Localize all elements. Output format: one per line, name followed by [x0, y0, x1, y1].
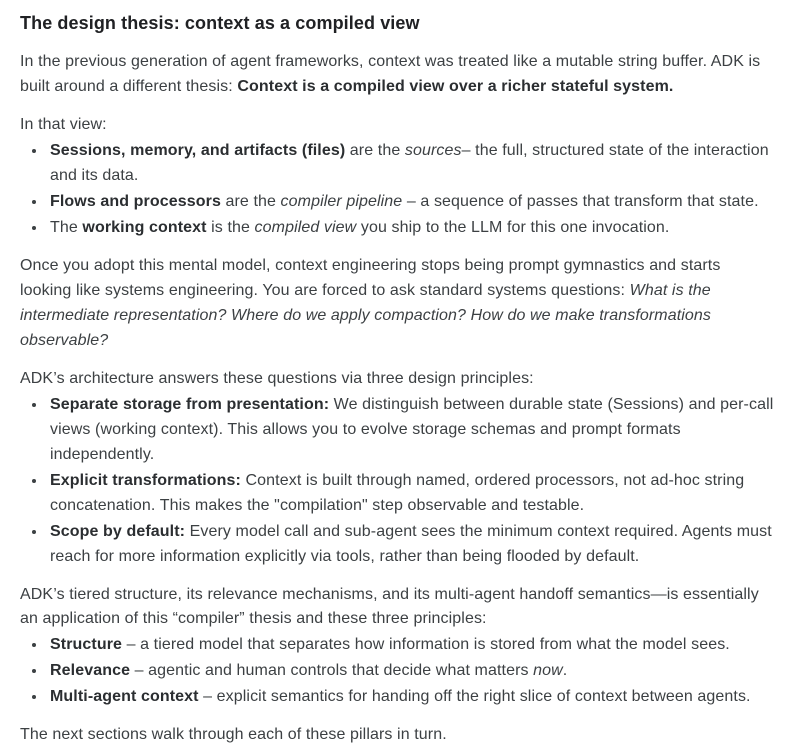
- text-span: Context is built through named, ordered processors, not ad-hoc string concatenation. This makes the "compilation" step observable and testable.: [50, 471, 745, 514]
- list-item: [47, 685, 776, 710]
- text-span: .: [562, 662, 568, 680]
- list-item: [47, 190, 776, 215]
- text-span: sources: [404, 142, 462, 160]
- text-span: Sessions, memory, and artifacts (files): [50, 142, 346, 160]
- text-span: compiled view: [254, 219, 357, 237]
- text-span: In that view:: [20, 116, 107, 134]
- text-span: Flows and processors: [50, 193, 221, 211]
- text-span: Context is a compiled view over a richer stateful system.: [237, 78, 674, 96]
- text-span: What is the intermediate representation? Where do we apply compaction? How do we make transformations observable?: [20, 282, 712, 349]
- paragraph: [20, 367, 776, 392]
- document-body: [20, 50, 776, 748]
- text-span: Multi-agent context: [50, 688, 199, 706]
- list-item: [47, 469, 776, 519]
- text-span: The next sections walk through each of these pillars in turn.: [20, 726, 447, 744]
- text-span: working context: [82, 219, 207, 237]
- list-item: [47, 633, 776, 658]
- text-span: Scope by default:: [50, 522, 186, 540]
- text-span: you ship to the LLM for this one invocation.: [356, 219, 670, 237]
- paragraph: [20, 113, 776, 138]
- text-span: are the: [220, 193, 281, 211]
- text-span: Every model call and sub-agent sees the minimum context required. Agents must reach for more information explicitly via tools, rather than being flooded by default.: [50, 522, 772, 565]
- list-item: [47, 216, 776, 241]
- text-span: ADK’s tiered structure, its relevance mechanisms, and its multi-agent handoff semantics—is essentially an application of this “compiler” thesis and these three principles:: [20, 585, 759, 628]
- text-span: In the previous generation of agent frameworks, context was treated like a mutable string buffer. ADK is built around a different thesis:: [20, 53, 761, 96]
- list-item: [47, 520, 776, 570]
- text-span: – explicit semantics for handing off the right slice of context between agents.: [198, 688, 751, 706]
- paragraph: [20, 50, 776, 100]
- text-span: Structure: [50, 636, 123, 654]
- text-span: The: [50, 219, 83, 237]
- list-item: [47, 393, 776, 468]
- bullet-list: [20, 139, 776, 241]
- text-span: – a tiered model that separates how information is stored from what the model sees.: [122, 636, 730, 654]
- paragraph: [20, 254, 776, 354]
- text-span: Explicit transformations:: [50, 471, 241, 489]
- bullet-list: [20, 393, 776, 570]
- paragraph: [20, 583, 776, 633]
- text-span: – a sequence of passes that transform that state.: [402, 193, 759, 211]
- text-span: – the full, structured state of the interaction and its data.: [50, 142, 769, 185]
- list-item: [47, 139, 776, 189]
- bullet-list: [20, 633, 776, 710]
- paragraph: [20, 723, 776, 748]
- text-span: Once you adopt this mental model, context engineering stops being prompt gymnastics and starts looking like systems engineering. You are forced to ask standard systems questions:: [20, 257, 721, 300]
- text-span: compiler pipeline: [280, 193, 403, 211]
- text-span: is the: [206, 219, 255, 237]
- text-span: ADK’s architecture answers these questions via three design principles:: [20, 369, 534, 387]
- text-span: – agentic and human controls that decide what matters: [130, 662, 534, 680]
- text-span: Separate storage from presentation:: [50, 395, 330, 413]
- list-item: [47, 659, 776, 684]
- text-span: We distinguish between durable state (Sessions) and per-call views (working context). This allows you to evolve storage schemas and prompt formats independently.: [50, 395, 774, 463]
- text-span: now: [533, 662, 563, 680]
- page-title: The design thesis: context as a compiled view: [20, 13, 420, 33]
- text-span: are the: [345, 142, 405, 160]
- text-span: Relevance: [50, 662, 131, 680]
